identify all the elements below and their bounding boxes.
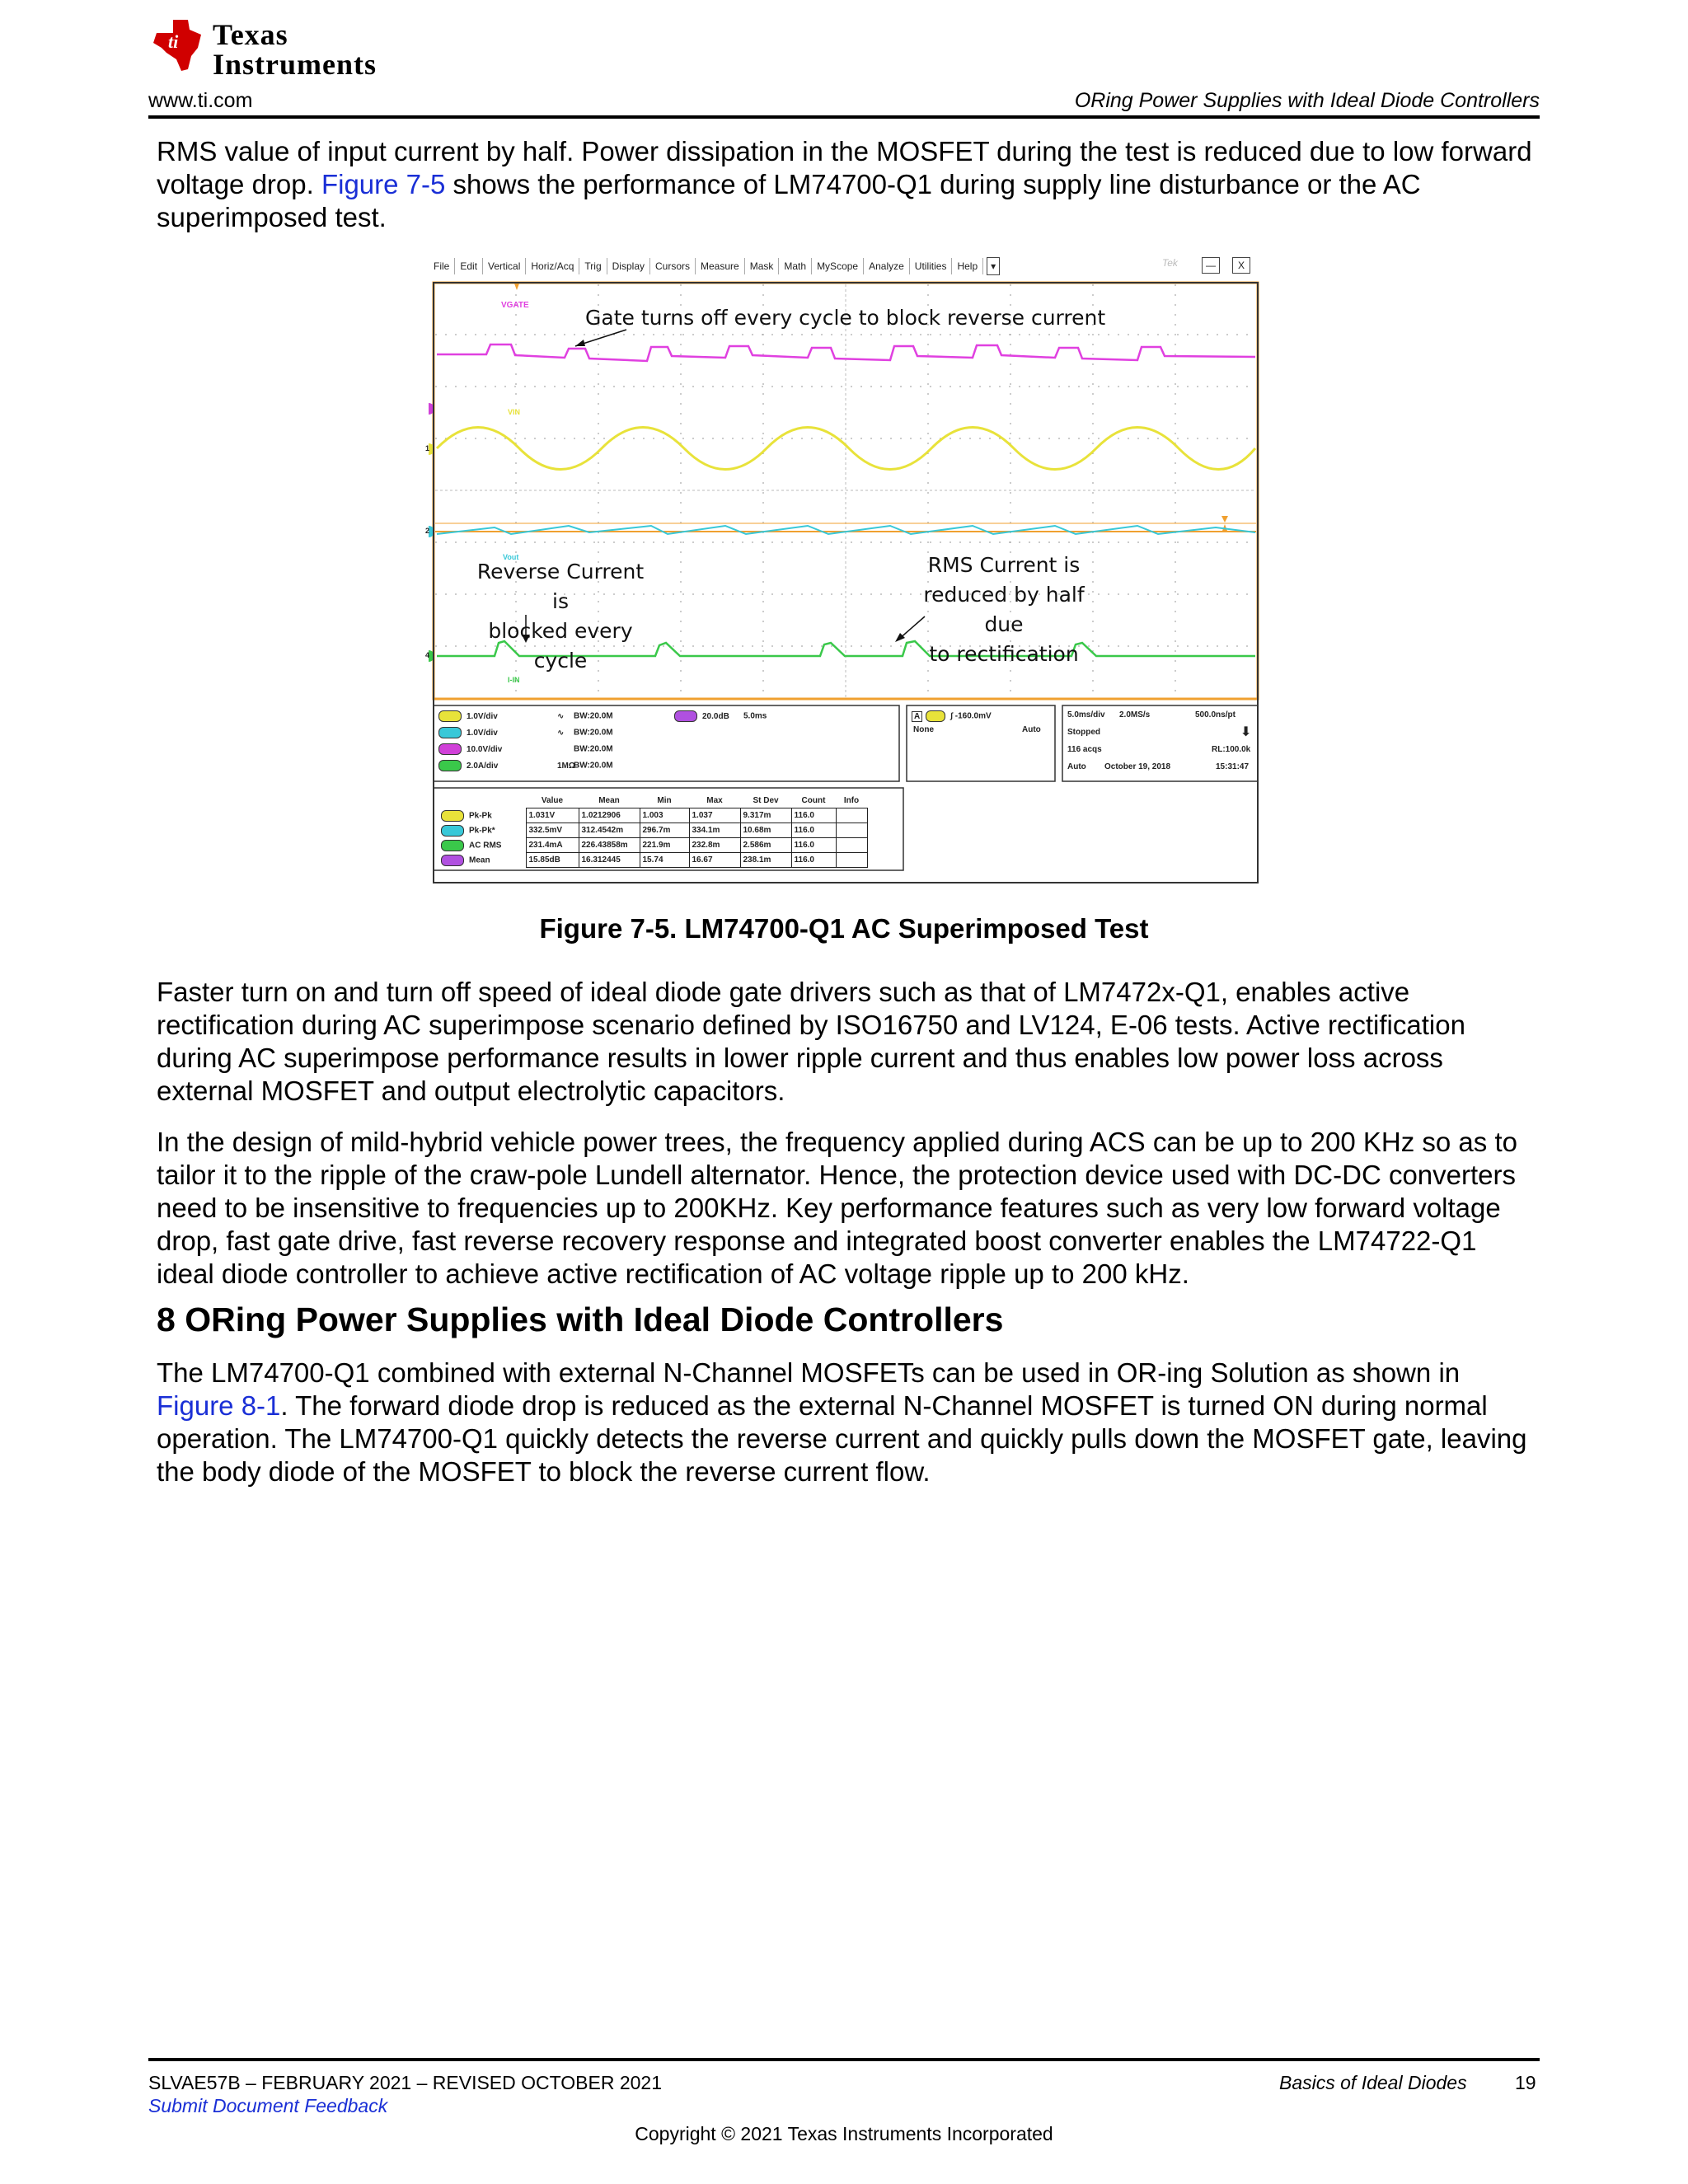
scope-menu-vertical[interactable]: Vertical (483, 258, 526, 274)
p4-text-b: . The forward diode drop is reduced as the external N-Channel MOSFET is turned ON during normal operation. The LM74700-Q1 quickly detects the reverse current and quickly pulls down the MOSFET gate, leaving the body diode of the MOSFET to block the reverse current flow. (157, 1390, 1527, 1487)
meas-stdev: 238.1m (740, 853, 791, 868)
svg-text:ti: ti (168, 31, 179, 52)
page-number: 19 (1515, 2072, 1536, 2093)
c2-bw: BW:20.0M (574, 728, 613, 738)
table-row (438, 823, 867, 838)
annotation-rms-line1: RMS Current is (927, 553, 1081, 577)
annotation-rms-current (905, 551, 1103, 669)
annotation-reverse-line2: blocked every cycle (488, 619, 633, 673)
meas-count: 116.0 (791, 838, 836, 853)
scope-menu-horiz[interactable]: Horiz/Acq (526, 258, 579, 274)
channel-row-c2 (438, 727, 613, 738)
table-row (438, 838, 867, 853)
meas-max: 16.67 (689, 853, 740, 868)
submit-feedback-link[interactable]: Submit Document Feedback (148, 2095, 388, 2116)
c1-scale: 1.0V/div (467, 711, 498, 721)
meas-info (836, 838, 867, 853)
meas-h-max: Max (706, 796, 723, 805)
meas-info (836, 853, 867, 868)
acq-state: Stopped (1067, 728, 1100, 737)
channel-row-c4 (438, 760, 613, 771)
c4-scale: 2.0A/div (467, 761, 499, 771)
scope-menu-utilities[interactable]: Utilities (910, 258, 953, 274)
meas-name: Pk-Pk (469, 811, 492, 821)
header-rule (148, 115, 1540, 119)
meas-h-info: Info (843, 796, 860, 805)
acq-time: 15:31:47 (1216, 762, 1250, 771)
meas-mean: 226.43858m (579, 838, 640, 853)
annotation-reverse-current (470, 557, 651, 676)
acq-resolution: 500.0ns/pt (1195, 710, 1236, 719)
scope-menu-dropdown[interactable]: ▾ (987, 257, 1000, 275)
scope-menu-edit[interactable]: Edit (455, 258, 483, 274)
scope-menu-file[interactable]: File (429, 258, 455, 274)
meas-value: 1.031V (526, 808, 579, 823)
meas-name: Mean (469, 855, 490, 865)
trigger-slope: ∫ (950, 711, 953, 721)
chip-c1 (438, 710, 462, 722)
scope-menu-help[interactable]: Help (952, 258, 983, 274)
trace-label-iin: I-IN (508, 676, 520, 684)
meas-min: 221.9m (640, 838, 689, 853)
annotation-gate: Gate turns off every cycle to block reverse current (585, 306, 1106, 330)
trigger-auto: Auto (1022, 725, 1041, 734)
chip-trigger-source (926, 710, 945, 722)
acq-mode: Auto (1067, 762, 1086, 771)
chip-c4 (438, 760, 462, 771)
m2-time: 5.0ms (743, 711, 767, 721)
annotation-rms-line3: to rectification (929, 642, 1079, 666)
table-row (438, 808, 867, 823)
scope-menu-math[interactable]: Math (779, 258, 812, 274)
meas-info (836, 823, 867, 838)
scope-menu-display[interactable]: Display (607, 258, 650, 274)
meas-min: 1.003 (640, 808, 689, 823)
meas-info (836, 808, 867, 823)
meas-h-value: Value (541, 796, 564, 805)
figure-7-5-link[interactable]: Figure 7-5 (321, 169, 446, 199)
trace-label-vout: Vout (503, 553, 519, 561)
chip-c2 (438, 727, 462, 738)
meas-count: 116.0 (791, 853, 836, 868)
paragraph-1 (157, 135, 1541, 234)
trace-label-vin: VIN (508, 408, 521, 416)
scope-minimize-button[interactable]: — (1202, 257, 1220, 274)
marker-ch2-label: 2 (425, 527, 430, 535)
c4-bw: BW:20.0M (574, 761, 613, 771)
meas-chip-m2 (441, 855, 464, 866)
c1-bw: BW:20.0M (574, 711, 613, 721)
channel-row-c3 (438, 743, 613, 755)
acq-record-length: RL:100.0k (1212, 745, 1251, 754)
footer-doc-id: SLVAE57B – FEBRUARY 2021 – REVISED OCTOBER 2021 (148, 2072, 663, 2093)
header-url[interactable]: www.ti.com (148, 89, 253, 112)
meas-h-mean: Mean (598, 796, 620, 805)
header-section-title: ORing Power Supplies with Ideal Diode Controllers (1074, 89, 1540, 112)
trigger-mode: A (912, 711, 922, 722)
ti-logo-icon (148, 15, 214, 74)
marker-ch1-label: 1 (425, 444, 430, 452)
acq-arrow-icon: ⬇ (1240, 725, 1252, 739)
meas-mean: 312.4542m (579, 823, 640, 838)
meas-h-count: Count (801, 796, 826, 805)
p4-text-a: The LM74700-Q1 combined with external N-Channel MOSFETs can be used in OR-ing Solution as shown in (157, 1357, 1461, 1388)
p1-text-a: RMS value of input current by half. Power dissipation in the MOSFET during the test is reduced due to low forward voltage drop. (157, 136, 1532, 199)
marker-ch4-label: 4 (425, 651, 430, 659)
acq-timebase: 5.0ms/div (1067, 710, 1105, 719)
trace-label-vgate: VGATE (501, 301, 529, 310)
figure-8-1-link[interactable]: Figure 8-1 (157, 1390, 281, 1421)
meas-value: 231.4mA (526, 838, 579, 853)
chip-c3 (438, 743, 462, 755)
meas-max: 1.037 (689, 808, 740, 823)
measurement-table (438, 794, 868, 868)
figure-caption: Figure 7-5. LM74700-Q1 AC Superimposed Test (539, 913, 1149, 944)
acq-date: October 19, 2018 (1104, 762, 1171, 771)
acq-rate: 2.0MS/s (1119, 710, 1151, 719)
chip-m2 (674, 710, 697, 722)
c3-scale: 10.0V/div (467, 744, 503, 754)
trigger-level: -160.0mV (954, 711, 992, 721)
c4-coupling: 1MΩ (557, 761, 575, 771)
meas-h-name (438, 794, 526, 808)
meas-mean: 1.0212906 (579, 808, 640, 823)
meas-h-stdev: St Dev (753, 796, 779, 805)
table-row (438, 853, 867, 868)
meas-count: 116.0 (791, 823, 836, 838)
scope-menu-myscope[interactable]: MyScope (812, 258, 864, 274)
meas-max: 334.1m (689, 823, 740, 838)
p1-text-b: shows the performance of LM74700-Q1 during supply line disturbance or the AC superimposed test. (157, 169, 1421, 232)
m2-value: 20.0dB (702, 711, 729, 721)
paragraph-4 (157, 1357, 1541, 1488)
paragraph-3: In the design of mild-hybrid vehicle power trees, the frequency applied during ACS can be up to 200 KHz so as to tailor it to the ripple of the craw-pole Lundell alternator. Hence, the protection device used with DC-DC converters need to be insensitive to frequencies up to 200KHz. Key performance features such as very low forward voltage drop, fast gate drive, fast reverse recovery response and integrated boost converter enables the LM74722-Q1 ideal diode controller to achieve active rectification of AC voltage ripple up to 200 kHz. (157, 1127, 1517, 1289)
meas-name: AC RMS (469, 841, 502, 851)
brand-line-1: Texas (213, 18, 288, 51)
tek-logo: Tek (1162, 257, 1178, 269)
meas-stdev: 9.317m (740, 808, 791, 823)
acq-count: 116 acqs (1067, 745, 1102, 754)
brand-line-2: Instruments (213, 48, 377, 81)
annotation-reverse-line1: Reverse Current is (476, 560, 645, 613)
scope-menu-cursors[interactable]: Cursors (650, 258, 696, 274)
meas-chip-c2 (441, 825, 464, 837)
meas-stdev: 10.68m (740, 823, 791, 838)
footer-section: Basics of Ideal Diodes (1279, 2072, 1467, 2093)
section-heading: 8 ORing Power Supplies with Ideal Diode Controllers (157, 1301, 1004, 1338)
trigger-row (912, 710, 992, 722)
annotation-rms-line2: reduced by half due (923, 583, 1085, 636)
c2-coupling: ∿ (557, 728, 565, 738)
trigger-none: None (913, 725, 934, 734)
meas-mean: 16.312445 (579, 853, 640, 868)
c1-coupling: ∿ (557, 711, 565, 721)
meas-name: Pk-Pk* (469, 826, 495, 836)
meas-chip-c4 (441, 840, 464, 851)
oscilloscope-screenshot (425, 254, 1261, 888)
meas-min: 15.74 (640, 853, 689, 868)
meas-h-min: Min (657, 796, 672, 805)
c3-bw: BW:20.0M (574, 744, 613, 754)
scope-menu-measure[interactable]: Measure (696, 258, 745, 274)
meas-chip-c1 (441, 810, 464, 822)
meas-header-row (438, 794, 867, 808)
meas-min: 296.7m (640, 823, 689, 838)
c2-scale: 1.0V/div (467, 728, 498, 738)
scope-menu-analyze[interactable]: Analyze (864, 258, 910, 274)
math-m2-row (674, 710, 767, 722)
meas-max: 232.8m (689, 838, 740, 853)
scope-menu-trig[interactable]: Trig (579, 258, 607, 274)
scope-menu-mask[interactable]: Mask (745, 258, 780, 274)
meas-value: 15.85dB (526, 853, 579, 868)
channel-row-c1 (438, 710, 613, 722)
meas-value: 332.5mV (526, 823, 579, 838)
scope-close-button[interactable]: X (1232, 257, 1250, 274)
meas-stdev: 2.586m (740, 838, 791, 853)
footer-rule (148, 2058, 1540, 2061)
copyright: Copyright © 2021 Texas Instruments Incorporated (635, 2123, 1053, 2144)
paragraph-2: Faster turn on and turn off speed of ideal diode gate drivers such as that of LM7472x-Q1, enables active rectification during AC superimpose scenario defined by ISO16750 and LV124, E-06 tests. Active rectification during AC superimpose performance results in lower ripple current and thus enables low power loss across external MOSFET and output electrolytic capacitors. (157, 977, 1465, 1106)
meas-count: 116.0 (791, 808, 836, 823)
